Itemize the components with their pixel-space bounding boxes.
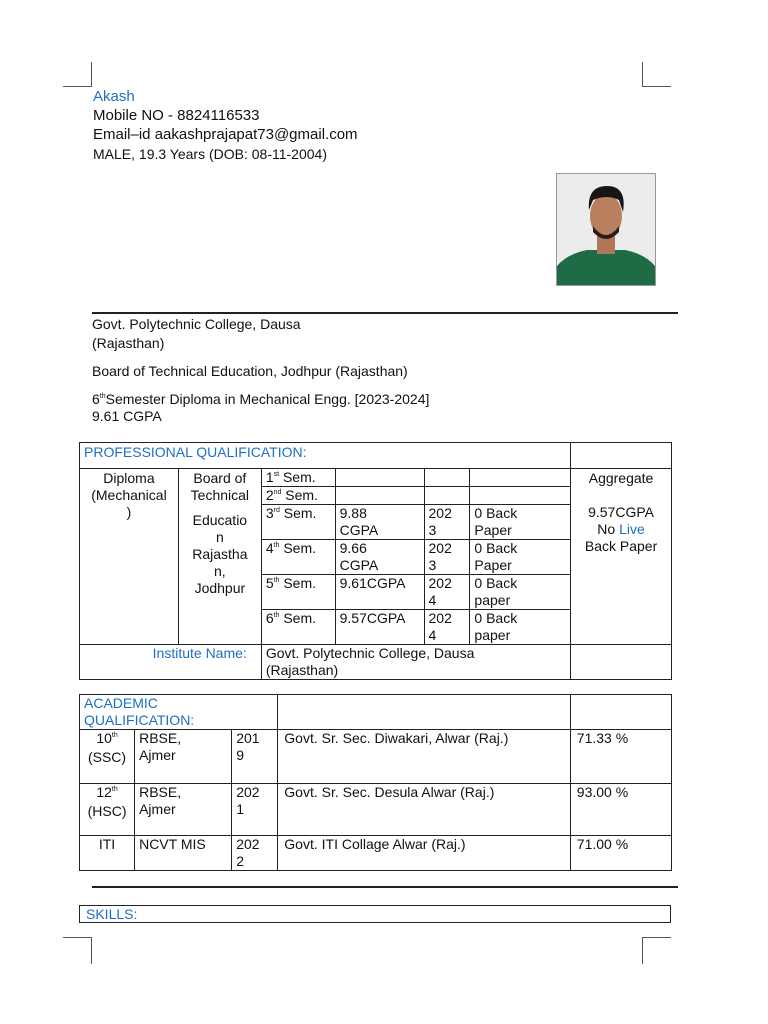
academic-percentage: 71.00 % (570, 836, 671, 871)
semester-cgpa (335, 487, 424, 505)
semester-cgpa: 9.66 CGPA (335, 540, 424, 575)
academic-percentage: 71.33 % (570, 730, 671, 784)
semester-cgpa (335, 469, 424, 487)
skills-heading: SKILLS: (86, 906, 138, 922)
academic-board: RBSE, Ajmer (135, 784, 232, 836)
board-line-3: Educatio (192, 512, 248, 528)
college-state: (Rajasthan) (92, 335, 165, 351)
live-backpaper-status: No Live (597, 521, 645, 537)
academic-year: 201 9 (232, 730, 278, 784)
semester-label: 3rd Sem. (261, 505, 335, 540)
semester-cgpa: 9.57CGPA (335, 610, 424, 645)
academic-class: 12th (HSC) (80, 784, 135, 836)
semester-backpaper: 0 Back paper (470, 610, 571, 645)
semester-backpaper (470, 487, 571, 505)
academic-school: Govt. Sr. Sec. Diwakari, Alwar (Raj.) (278, 730, 570, 784)
board-line-7: Jodhpur (194, 580, 246, 596)
institute-name-value: Govt. Polytechnic College, Dausa (Rajasthan) (261, 645, 570, 680)
semester-backpaper: 0 Back Paper (470, 505, 571, 540)
profile-photo (556, 173, 656, 286)
board-line-1: Board of (193, 470, 247, 486)
semester-backpaper (470, 469, 571, 487)
academic-percentage: 93.00 % (570, 784, 671, 836)
academic-heading-spacer (278, 695, 570, 730)
semester-number: 6 (92, 391, 100, 407)
semester-year (424, 487, 470, 505)
skills-heading-box (79, 905, 671, 923)
diploma-summary (92, 391, 429, 408)
candidate-name: Akash (93, 88, 135, 105)
academic-school: Govt. ITI Collage Alwar (Raj.) (278, 836, 570, 871)
semester-year: 202 3 (424, 505, 470, 540)
board-name: Board of Technical Education, Jodhpur (Rajasthan) (92, 363, 408, 379)
institute-name-spacer (571, 645, 672, 680)
semester-cgpa: 9.88 CGPA (335, 505, 424, 540)
board-cell (178, 469, 261, 645)
mobile-number: Mobile NO - 8824116533 (93, 107, 260, 124)
crop-mark-bottom-right (642, 937, 671, 964)
academic-heading: ACADEMIC QUALIFICATION: (80, 695, 278, 730)
course-line-3: ) (126, 504, 132, 520)
academic-school: Govt. Sr. Sec. Desula Alwar (Raj.) (278, 784, 570, 836)
semester-year: 202 3 (424, 540, 470, 575)
aggregate-cell (571, 469, 672, 645)
semester-year: 202 4 (424, 610, 470, 645)
aggregate-label: Aggregate (588, 470, 654, 486)
professional-qualification-table (79, 442, 672, 680)
academic-class: 10th (SSC) (80, 730, 135, 784)
board-line-4: n (215, 529, 224, 545)
back-paper-label: Back Paper (584, 538, 658, 554)
board-line-6: n, (214, 563, 226, 579)
academic-year: 202 1 (232, 784, 278, 836)
aggregate-value: 9.57CGPA (588, 504, 654, 520)
course-line-2: (Mechanical (91, 487, 167, 503)
semester-label: 4th Sem. (261, 540, 335, 575)
semester-backpaper: 0 Back paper (470, 575, 571, 610)
crop-mark-top-right (642, 62, 671, 87)
board-line-2: Technical (190, 487, 250, 503)
institute-name-label: Institute Name: (80, 645, 262, 680)
semester-label: 2nd Sem. (261, 487, 335, 505)
semester-label: 1st Sem. (261, 469, 335, 487)
academic-year: 202 2 (232, 836, 278, 871)
diploma-description: Semester Diploma in Mechanical Engg. [2023-2024] (105, 391, 430, 407)
course-line-1: Diploma (103, 470, 155, 486)
semester-year: 202 4 (424, 575, 470, 610)
academic-heading-spacer-2 (570, 695, 671, 730)
academic-qualification-table (79, 694, 672, 871)
semester-label: 6th Sem. (261, 610, 335, 645)
semester-ordinal: th (99, 393, 106, 400)
college-name: Govt. Polytechnic College, Dausa (92, 316, 301, 332)
professional-heading-spacer (571, 443, 672, 469)
diploma-cgpa: 9.61 CGPA (92, 408, 162, 424)
academic-board: NCVT MIS (135, 836, 232, 871)
course-cell (80, 469, 179, 645)
professional-heading: PROFESSIONAL QUALIFICATION: (80, 443, 571, 469)
academic-board: RBSE, Ajmer (135, 730, 232, 784)
section-divider-bottom (92, 886, 678, 888)
board-line-5: Rajastha (192, 546, 248, 562)
semester-cgpa: 9.61CGPA (335, 575, 424, 610)
crop-mark-bottom-left (63, 937, 92, 964)
person-portrait-icon (557, 174, 655, 285)
section-divider-top (92, 312, 678, 314)
semester-label: 5th Sem. (261, 575, 335, 610)
crop-mark-top-left (63, 62, 92, 87)
academic-class: ITI (80, 836, 135, 871)
personal-details: MALE, 19.3 Years (DOB: 08-11-2004) (93, 146, 327, 162)
semester-year (424, 469, 470, 487)
email-address: Email–id aakashprajapat73@gmail.com (93, 126, 358, 143)
semester-backpaper: 0 Back Paper (470, 540, 571, 575)
